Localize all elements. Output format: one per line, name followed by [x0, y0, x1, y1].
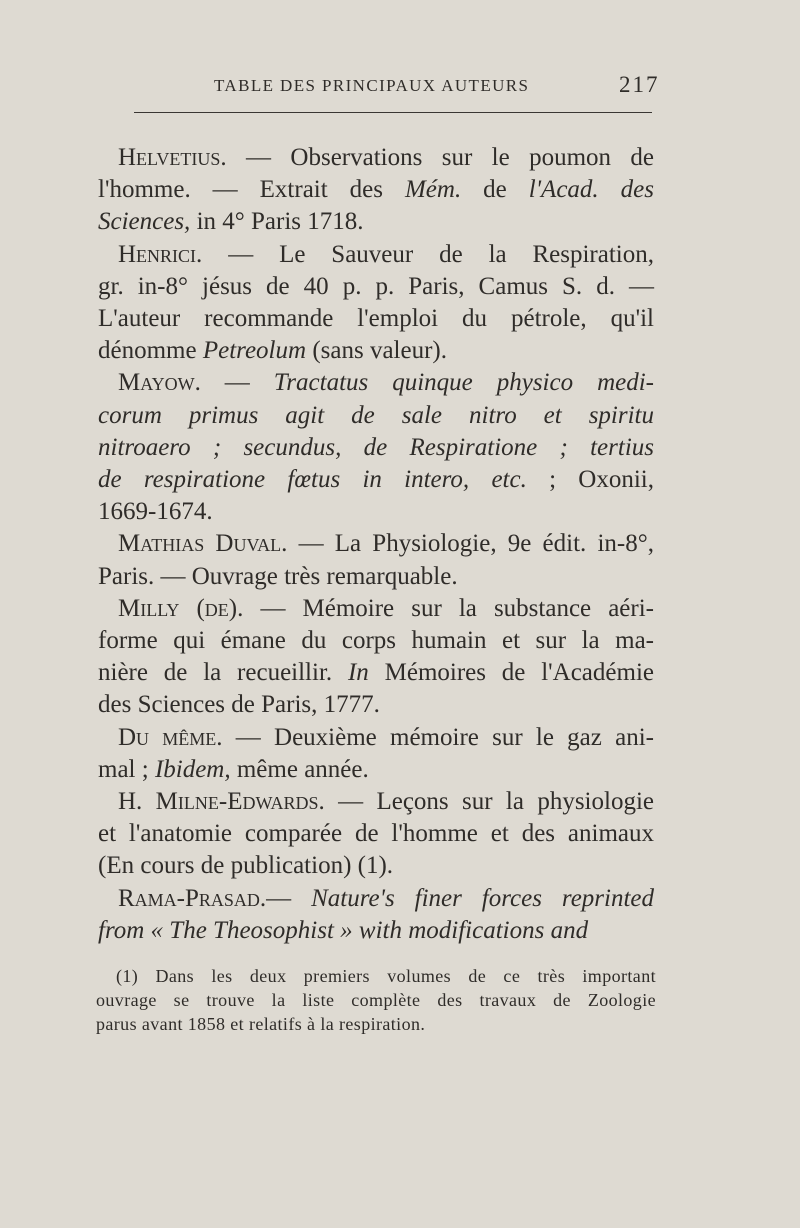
entry-line: [98, 142, 654, 174]
text-segment: — Le Sauveur de la Respiration,: [202, 240, 654, 268]
entry-line: [98, 722, 654, 754]
entry-line: [98, 464, 654, 496]
italic-text: corum primus agit de sale nitro et spiritu: [98, 401, 654, 429]
footnote-line: ouvrage se trouve la liste complète des travaux de Zoologie: [96, 990, 656, 1010]
bibliography-entry: [98, 239, 654, 368]
text-segment: Mémoires de l'Académie: [368, 659, 654, 687]
entry-line: [98, 689, 654, 721]
page-number: 217: [619, 72, 660, 97]
italic-text: Nature's finer forces reprinted: [311, 884, 655, 912]
entry-line: [98, 915, 654, 947]
footnote-line: parus avant 1858 et relatifs à la respiration.: [96, 1014, 426, 1034]
author-name: Henrici.: [118, 240, 203, 268]
italic-text: Sciences,: [98, 208, 191, 236]
footnote-line: (1) Dans les deux premiers volumes de ce très important: [116, 966, 656, 986]
text-segment: ; Oxonii,: [526, 466, 654, 494]
text-segment: — Deuxième mémoire sur le gaz ani-: [222, 723, 654, 751]
author-name: Helvetius.: [118, 144, 227, 171]
text-segment: Paris. — Ouvrage très remarquable.: [98, 562, 458, 590]
running-head-title: TABLE DES PRINCIPAUX AUTEURS: [214, 76, 530, 95]
author-name: H. Milne-Edwards.: [118, 788, 325, 816]
author-name: Du même.: [118, 723, 223, 751]
bibliography-entry: [98, 722, 654, 786]
entry-line: [98, 432, 654, 464]
text-segment: des Sciences de Paris, 1777.: [98, 691, 380, 719]
italic-text: Ibidem,: [154, 755, 231, 783]
entry-line: [98, 174, 654, 206]
text-segment: (En cours de publication) (1).: [98, 852, 394, 880]
entry-line: [98, 335, 654, 367]
entry-line: [98, 883, 654, 915]
text-segment: mal ;: [98, 755, 155, 783]
bibliography-entries: [98, 142, 654, 947]
bibliography-entry: [98, 786, 654, 883]
bibliography-entry: [98, 593, 654, 722]
entry-line: [98, 818, 654, 850]
text-segment: et l'anatomie comparée de l'homme et des animaux: [98, 820, 654, 848]
text-segment: l'homme. — Extrait des: [98, 176, 405, 204]
entry-line: [98, 206, 654, 238]
text-segment: de: [461, 176, 529, 204]
entry-line: [98, 786, 654, 818]
author-name: Rama-Prasad.: [118, 884, 267, 912]
italic-text: Tractatus quinque physico medi-: [273, 369, 654, 397]
entry-line: [98, 593, 654, 625]
entry-line: [98, 561, 654, 593]
entry-line: [98, 528, 654, 560]
bibliography-entry: [98, 528, 654, 592]
entry-line: [98, 271, 654, 303]
bibliography-entry: [98, 367, 654, 528]
bibliography-entry: [98, 142, 654, 239]
entry-line: [98, 367, 654, 399]
text-segment: dénomme: [98, 337, 203, 365]
text-segment: même année.: [230, 755, 369, 783]
entry-line: [98, 625, 654, 657]
text-segment: in 4° Paris 1718.: [190, 208, 364, 236]
text-segment: — Mémoire sur la substance aéri-: [243, 594, 654, 622]
author-name: Milly (de).: [118, 594, 244, 622]
text-segment: L'auteur recommande l'emploi du pétrole, qu'il: [98, 305, 654, 333]
entry-line: [98, 303, 654, 335]
italic-text: In: [347, 659, 369, 687]
entry-line: [98, 239, 654, 271]
author-name: Mathias Duval.: [118, 530, 288, 558]
entry-line: [98, 400, 654, 432]
entry-line: [98, 657, 654, 689]
header-rule: [134, 112, 652, 113]
italic-text: from « The Theosophist » with modifications and: [98, 916, 589, 944]
author-name: Mayow.: [118, 369, 201, 397]
text-segment: 1669-1674.: [98, 498, 213, 526]
text-segment: —: [200, 369, 274, 397]
text-segment: —: [266, 884, 312, 912]
text-segment: (sans valeur).: [306, 337, 447, 365]
text-segment: forme qui émane du corps humain et sur la ma-: [98, 627, 654, 655]
italic-text: nitroaero ; secundus, de Respiratione ; tertius: [98, 433, 654, 461]
entry-line: [98, 754, 654, 786]
text-segment: — Observations sur le poumon de: [226, 144, 654, 171]
text-segment: gr. in-8° jésus de 40 p. p. Paris, Camus S. d. —: [98, 272, 654, 300]
text-segment: — Leçons sur la physiologie: [324, 788, 654, 816]
entry-line: [98, 496, 654, 528]
entry-line: [98, 850, 654, 882]
italic-text: Petreolum: [202, 337, 307, 365]
footnote: [96, 964, 656, 1036]
italic-text: Mém.: [404, 176, 462, 204]
italic-text: de respiratione fœtus in intero, etc.: [98, 466, 527, 494]
text-segment: — La Physiologie, 9e édit. in-8°,: [287, 530, 654, 558]
text-segment: nière de la recueillir.: [98, 659, 348, 687]
italic-text: l'Acad. des: [528, 176, 654, 204]
bibliography-entry: [98, 883, 654, 947]
